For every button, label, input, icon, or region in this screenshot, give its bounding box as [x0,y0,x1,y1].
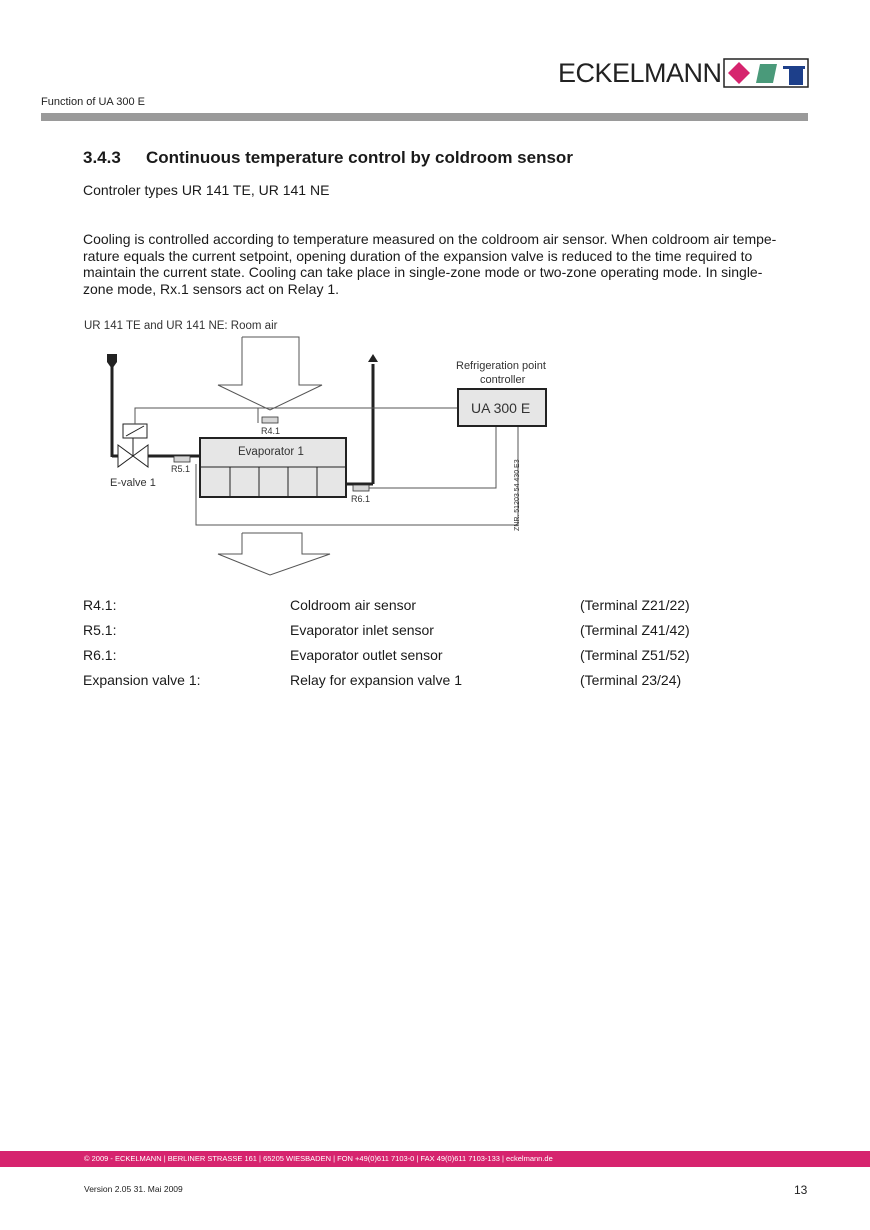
body-paragraph [83,231,810,297]
sensor-r61-label: R6.1 [351,494,371,504]
legend-description: Coldroom air sensor [290,597,417,613]
legend-terminal: (Terminal Z21/22) [580,597,690,613]
evaporator-label: Evaporator 1 [238,446,304,458]
valve-label: E-valve 1 [110,477,156,489]
drawing-number: ZNR. 51203 54 430 E3 [514,459,521,531]
legend-code: R5.1: [83,622,117,638]
room-air-out-arrow [218,533,330,575]
paragraph-line: maintain the current state. Cooling can take place in single-zone mode or two-zone operating mode. In single- [83,264,763,280]
legend-terminal: (Terminal 23/24) [580,672,682,688]
section-number: 3.4.3 [83,148,121,167]
control-diagram [60,312,580,587]
controller-caption-line2: controller [480,374,526,386]
header-rule [41,113,808,121]
room-air-in-arrow [218,337,322,410]
sensor-r51-label: R5.1 [171,464,191,474]
legend-description: Evaporator outlet sensor [290,647,443,663]
paragraph-line: Cooling is controlled according to temperature measured on the coldroom air sensor. When coldroom air tempe- [83,231,777,247]
legend-terminal: (Terminal Z41/42) [580,622,690,638]
sensor-r41-label: R4.1 [261,426,281,436]
legend-terminal: (Terminal Z51/52) [580,647,690,663]
page-number: 13 [794,1183,808,1197]
section-subtitle: Controler types UR 141 TE, UR 141 NE [83,182,330,198]
legend-description: Evaporator inlet sensor [290,622,434,638]
sensor-r41-icon [262,417,278,423]
legend-description: Relay for expansion valve 1 [290,672,462,688]
diagram-caption: UR 141 TE and UR 141 NE: Room air [84,320,278,332]
paragraph-line: zone mode, Rx.1 sensors act on Relay 1. [83,280,340,297]
suction-out-arrow-icon [368,354,378,362]
legend-code: R4.1: [83,597,117,613]
footer-imprint: © 2009 - ECKELMANN | BERLINER STRASSE 161 | 65205 WIESBADEN | FON +49(0)611 7103-0 | FAX 49(0)611 7103-133 | eckelmann.de [84,1154,553,1163]
sensor-r51-icon [174,456,190,462]
sensor-r61-icon [353,485,369,491]
version-info: Version 2.05 31. Mai 2009 [84,1184,183,1194]
expansion-valve-icon [118,424,148,467]
eckelmann-logo-icon [723,58,809,93]
legend-code: Expansion valve 1: [83,672,201,688]
eckelmann-logo-text: ECKELMANN [558,58,722,88]
paragraph-line: rature equals the current setpoint, opening duration of the expansion valve is reduced to the time required to [83,247,753,264]
section-title: Continuous temperature control by coldroom sensor [146,148,573,167]
controller-caption-line1: Refrigeration point [456,360,546,372]
controller-box-label: UA 300 E [471,400,531,416]
running-head: Function of UA 300 E [41,96,145,108]
legend-code: R6.1: [83,647,117,663]
liquid-in-arrow-icon [107,354,117,369]
